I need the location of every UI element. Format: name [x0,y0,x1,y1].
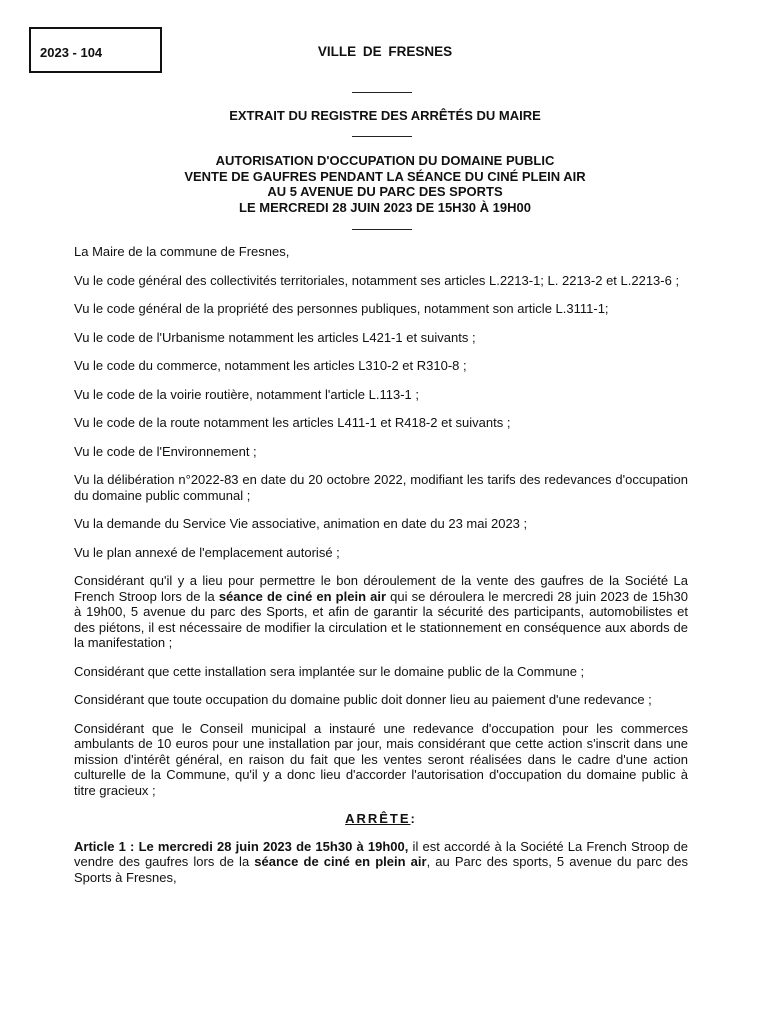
paragraph: Vu le code du commerce, notamment les articles L310-2 et R310-8 ; [74,358,467,373]
paragraph: Vu le code de la voirie routière, notamment l'article L.113-1 ; [74,386,419,402]
paragraph: Considérant que le Conseil municipal a instauré une redevance d'occupation pour les commerces ambulants de 10 euros pour une installation par jour, mais considérant que cette action s'inscrit dans une mission d'intérêt général, en raison du fait que les ventes seront réalisées dans le cadre d'une action culturelle de la Commune, qu'il y a donc lieu d'accorder l'autorisation d'occupation du domaine public à titre gracieux ; [74,720,688,798]
arrete-word: ARRÊTE [345,811,411,826]
divider-line [352,92,412,93]
paragraph: Vu le plan annexé de l'emplacement autorisé ; [74,544,340,560]
paragraph: Vu la délibération n°2022-83 en date du 20 octobre 2022, modifiant les tarifs des redevances d'occupation du domaine public communal ; [74,472,688,503]
divider-line [352,136,412,137]
paragraph: Vu le code général de la propriété des personnes publiques, notamment son article L.3111-1; [74,301,609,316]
title-line: VENTE DE GAUFRES PENDANT LA SÉANCE DU CINÉ PLEIN AIR [184,168,586,184]
arrete-heading [74,811,688,827]
article-1 [74,839,688,886]
document-body [74,244,688,898]
title-line: LE MERCREDI 28 JUIN 2023 DE 15H30 À 19H00 [239,199,531,215]
bold-text: séance de ciné en plein air [254,854,427,869]
article-1-lead: Article 1 : Le mercredi 28 juin 2023 de 15h30 à 19h00, [74,838,409,854]
text-run: qui se déroulera le mercredi 28 juin 2023 de 15h30 à 19h00, 5 avenue du parc des Sports, et afin de garantir la sécurité des participants, automobilistes et des piétons, il est nécessaire de modifier la circulation et le stationnement en conséquence aux abords de la manifestation ; [74,588,688,650]
paragraph: Vu le code de l'Urbanisme notamment les articles L421-1 et suivants ; [74,329,476,345]
title-line: AU 5 AVENUE DU PARC DES SPORTS [267,184,503,199]
divider-line [352,229,412,230]
paragraph: Considérant que cette installation sera implantée sur le domaine public de la Commune ; [74,663,585,679]
paragraph: Vu le code de la route notamment les articles L411-1 et R418-2 et suivants ; [74,415,511,430]
text-run: il est accordé à la Société La French Stroop de vendre des gaufres lors de la [74,838,688,869]
paragraph: La Maire de la commune de Fresnes, [74,244,290,259]
bold-text: séance de ciné en plein air [218,588,387,604]
paragraph: Vu le code général des collectivités territoriales, notamment ses articles L.2213-1; L. 2213-2 et L.2213-6 ; [74,272,680,288]
register-title: EXTRAIT DU REGISTRE DES ARRÊTÉS DU MAIRE [229,108,541,123]
document-title [0,153,770,215]
title-line: AUTORISATION D'OCCUPATION DU DOMAINE PUBLIC [215,153,555,168]
arrete-colon: : [410,811,417,826]
paragraph: Vu le code de l'Environnement ; [74,443,257,459]
paragraph: Vu la demande du Service Vie associative, animation en date du 23 mai 2023 ; [74,516,528,531]
paragraph [74,573,688,651]
city-name: VILLE DE FRESNES [317,44,453,59]
paragraph: Considérant que toute occupation du domaine public doit donner lieu au paiement d'une redevance ; [74,692,652,707]
text-run: , au Parc des sports, 5 avenue du parc des Sports à Fresnes, [74,854,688,885]
text-run: Considérant qu'il y a lieu pour permettre le bon déroulement de la vente des gaufres de la Société La French Stroop lors de la [74,573,688,604]
reference-number: 2023 - 104 [40,45,103,60]
